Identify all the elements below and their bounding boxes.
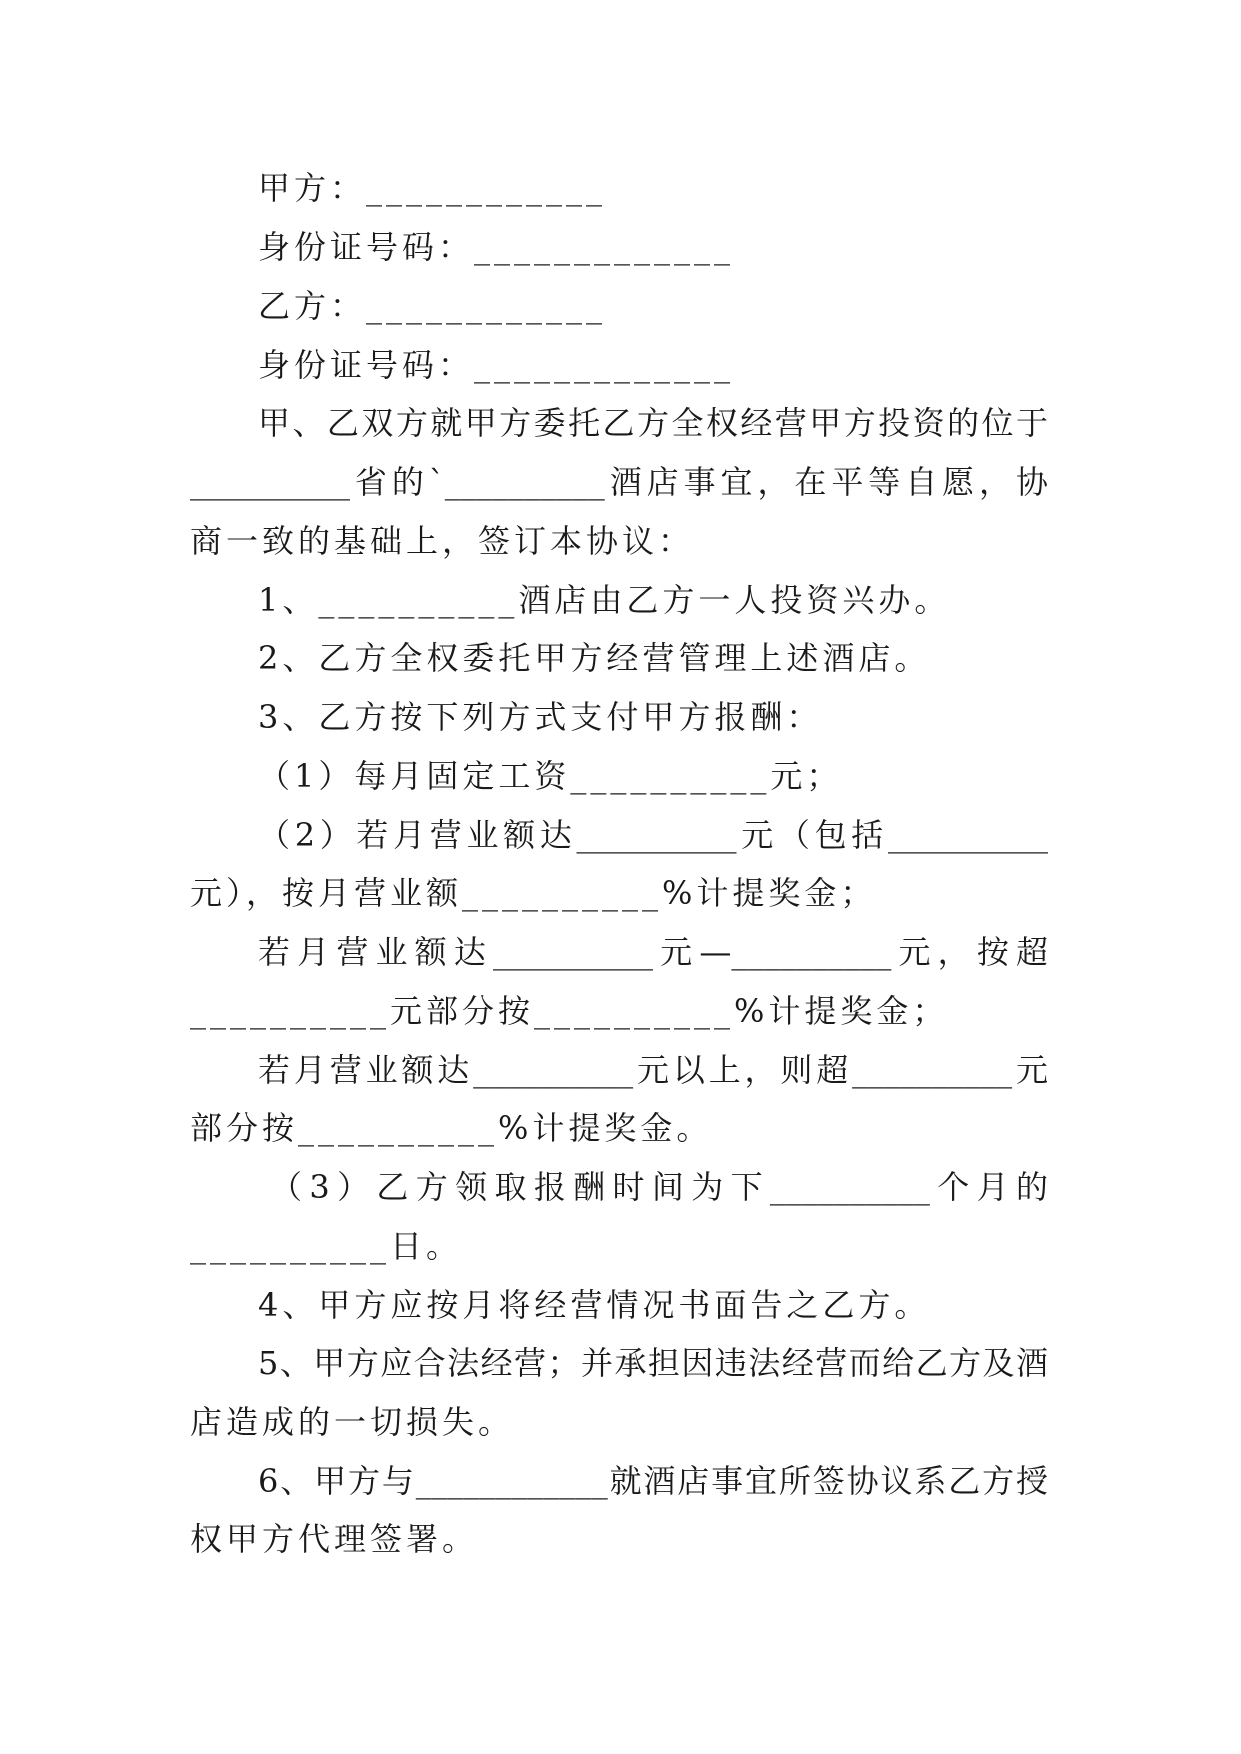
tier-2-line-2: __________元部分按__________%计提奖金； xyxy=(190,992,949,1030)
clause-3: 3、乙方按下列方式支付甲方报酬： xyxy=(258,698,823,736)
party-a-line: 甲方：____________ xyxy=(258,169,607,207)
tier-2-line-1: 若月营业额达__________元—__________元，按超 xyxy=(258,933,1048,971)
preamble-line-1: 甲、乙双方就甲方委托乙方全权经营甲方投资的位于 xyxy=(258,404,1048,442)
clause-5-line-2: 店造成的一切损失。 xyxy=(190,1403,515,1441)
clause-3-item-2-line-1: （2）若月营业额达__________元（包括__________ xyxy=(258,816,1048,854)
party-a-id-line: 身份证号码：_____________ xyxy=(258,228,735,266)
clause-6-line-2: 权甲方代理签署。 xyxy=(190,1520,479,1558)
preamble-line-2: __________省的`__________酒店事宜，在平等自愿，协 xyxy=(190,463,1048,501)
clause-3-item-2-line-2: 元），按月营业额__________%计提奖金； xyxy=(190,874,877,912)
clause-5-line-1: 5、甲方应合法经营；并承担因违法经营而给乙方及酒 xyxy=(258,1344,1048,1382)
clause-3-item-1: （1）每月固定工资__________元； xyxy=(258,757,843,795)
tier-3-line-2: 部分按__________%计提奖金。 xyxy=(190,1109,713,1147)
party-b-line: 乙方：____________ xyxy=(258,287,607,325)
clause-1: 1、__________酒店由乙方一人投资兴办。 xyxy=(258,581,951,619)
preamble-line-3: 商一致的基础上，签订本协议： xyxy=(190,522,695,560)
clause-2: 2、乙方全权委托甲方经营管理上述酒店。 xyxy=(258,639,931,677)
clause-3-item-3-line-2: __________日。 xyxy=(190,1227,463,1265)
tier-3-line-1: 若月营业额达__________元以上，则超__________元 xyxy=(258,1051,1048,1089)
clause-6-line-1: 6、甲方与____________就酒店事宜所签协议系乙方授 xyxy=(258,1462,1048,1500)
party-b-id-line: 身份证号码：_____________ xyxy=(258,346,735,384)
clause-3-item-3-line-1: （3）乙方领取报酬时间为下__________个月的 xyxy=(270,1168,1048,1206)
clause-4: 4、甲方应按月将经营情况书面告之乙方。 xyxy=(258,1286,931,1324)
